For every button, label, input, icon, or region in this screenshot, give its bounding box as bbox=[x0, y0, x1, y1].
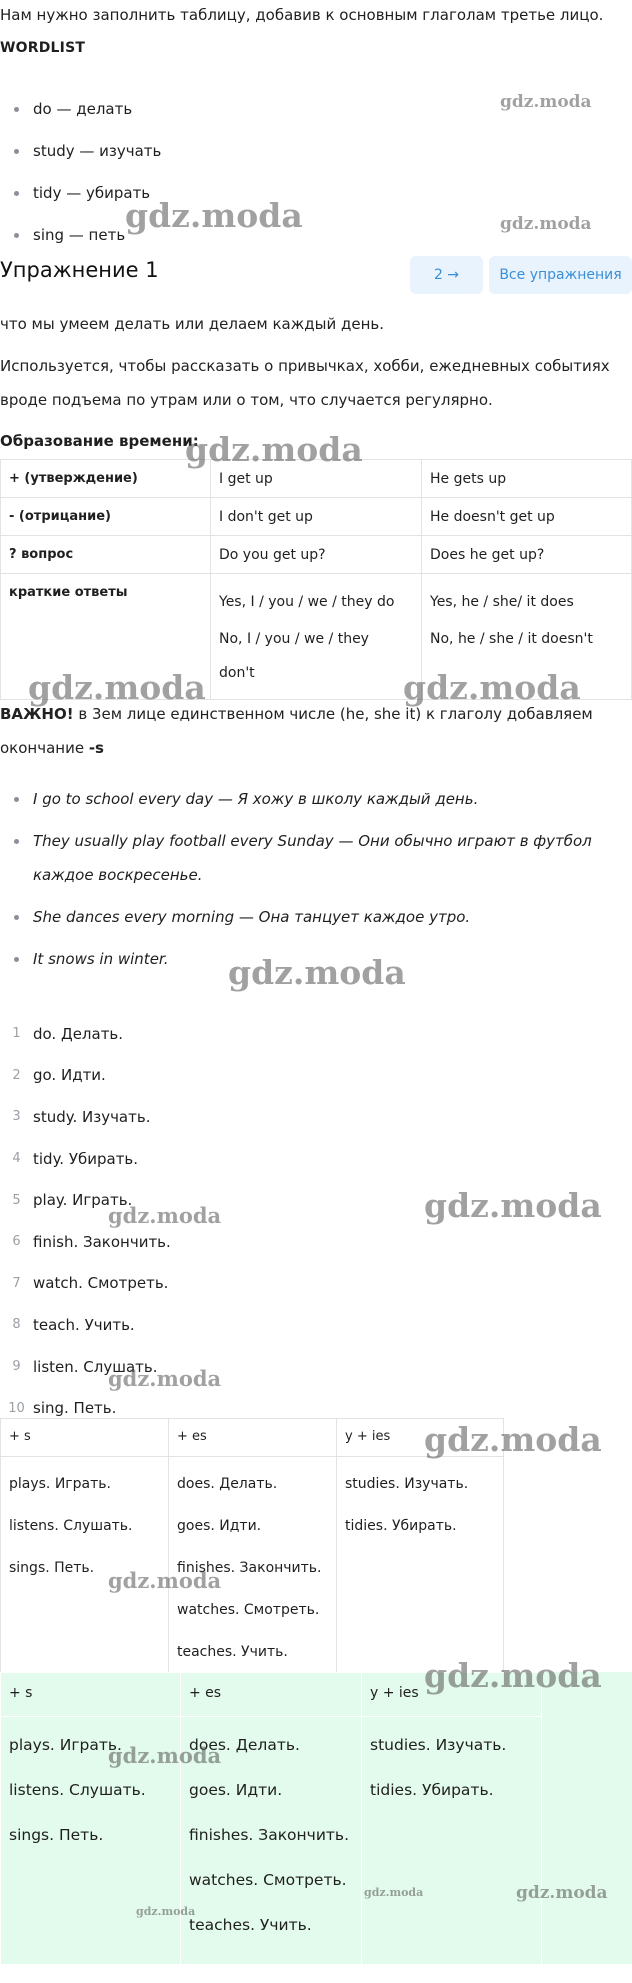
list-item: tidy — убирать bbox=[0, 172, 161, 214]
list-item: 9 listen. Слушать. bbox=[12, 1357, 158, 1376]
list-item: 3 study. Изучать. bbox=[12, 1107, 151, 1126]
watermark: gdz.moda bbox=[516, 1883, 608, 1903]
all-exercises-button[interactable]: Все упражнения bbox=[489, 256, 632, 294]
list-item: It snows in winter. bbox=[0, 942, 592, 984]
watermark: gdz.moda bbox=[136, 1905, 196, 1918]
explanation-line: что мы умеем делать или делаем каждый день. bbox=[0, 315, 384, 333]
bullet-icon bbox=[14, 839, 19, 844]
table-row: ? вопрос Do you get up? Does he get up? bbox=[1, 536, 632, 574]
formation-table bbox=[0, 459, 632, 700]
exercise-title: Упражнение 1 bbox=[0, 258, 159, 282]
list-item: 7 watch. Смотреть. bbox=[12, 1274, 169, 1293]
answer-table bbox=[0, 1672, 542, 1965]
watermark: gdz.moda bbox=[403, 668, 581, 707]
table-row: plays. Играть. listens. Слушать. sings. Петь. does. Делать. goes. Идти. finishes. Закончить. watches. Смотреть. teaches. Учить. studies. Изучать. tidies. Убирать. bbox=[1, 1457, 504, 1674]
watermark: gdz.moda bbox=[125, 196, 303, 235]
watermark: gdz.moda bbox=[108, 1366, 222, 1391]
table-row: + s + es y + ies bbox=[1, 1673, 542, 1717]
list-item: She dances every morning — Она танцует каждое утро. bbox=[0, 900, 592, 942]
table-row: - (отрицание) I don't get up He doesn't get up bbox=[1, 498, 632, 536]
explanation-line: вроде подъема по утрам или о том, что случается регулярно. bbox=[0, 391, 493, 409]
explanation-line: Используется, чтобы рассказать о привычках, хобби, ежедневных событиях bbox=[0, 357, 610, 375]
watermark: gdz.moda bbox=[424, 1656, 602, 1695]
watermark: gdz.moda bbox=[424, 1186, 602, 1225]
bullet-icon bbox=[14, 191, 19, 196]
list-item: 1 do. Делать. bbox=[12, 1024, 124, 1043]
bullet-icon bbox=[14, 107, 19, 112]
table-row: + (утверждение) I get up He gets up bbox=[1, 460, 632, 498]
list-item: do — делать bbox=[0, 88, 161, 130]
list-item: 4 tidy. Убирать. bbox=[12, 1149, 139, 1168]
bullet-icon bbox=[14, 915, 19, 920]
watermark: gdz.moda bbox=[108, 1568, 222, 1593]
bullet-icon bbox=[14, 797, 19, 802]
list-item: 8 teach. Учить. bbox=[12, 1315, 135, 1334]
list-item: 5 play. Играть. bbox=[12, 1191, 133, 1210]
watermark: gdz.moda bbox=[364, 1886, 424, 1899]
important-note-line2: окончание -s bbox=[0, 739, 104, 757]
formation-title: Образование времени: bbox=[0, 432, 199, 450]
bullet-icon bbox=[14, 957, 19, 962]
bullet-icon bbox=[14, 233, 19, 238]
list-item: They usually play football every Sunday — Они обычно играют в футбол каждое воскресенье. bbox=[0, 824, 592, 900]
watermark: gdz.moda bbox=[108, 1743, 222, 1768]
watermark: gdz.moda bbox=[108, 1203, 222, 1228]
intro-text: Нам нужно заполнить таблицу, добавив к основным глаголам третье лицо. bbox=[0, 6, 604, 24]
wordlist-title: WORDLIST bbox=[0, 40, 86, 56]
watermark: gdz.moda bbox=[228, 953, 406, 992]
table-row: + s + es y + ies bbox=[1, 1419, 504, 1457]
watermark: gdz.moda bbox=[500, 92, 592, 112]
important-note: ВАЖНО! в 3ем лице единственном числе (he, she it) к глаголу добавляем bbox=[0, 705, 593, 723]
table-row: plays. Играть. listens. Слушать. sings. Петь. does. Делать. goes. Идти. finishes. Закончить. watches. Смотреть. teaches. Учить. studies. Изучать. tidies. Убирать. bbox=[1, 1717, 542, 1965]
list-item: 2 go. Идти. bbox=[12, 1066, 106, 1085]
list-item: 10 sing. Петь. bbox=[8, 1399, 117, 1418]
list-item: I go to school every day — Я хожу в школу каждый день. bbox=[0, 782, 592, 824]
watermark: gdz.moda bbox=[185, 430, 363, 469]
watermark: gdz.moda bbox=[28, 668, 206, 707]
list-item: study — изучать bbox=[0, 130, 161, 172]
table-row: краткие ответы Yes, I / you / we / they do No, I / you / we / they don't Yes, he / she/ it does No, he / she / it doesn't bbox=[1, 574, 632, 700]
next-exercise-button[interactable]: 2 → bbox=[410, 256, 483, 294]
list-item: sing — петь bbox=[0, 214, 161, 256]
watermark: gdz.moda bbox=[424, 1420, 602, 1459]
bullet-icon bbox=[14, 149, 19, 154]
watermark: gdz.moda bbox=[500, 214, 592, 234]
list-item: 6 finish. Закончить. bbox=[12, 1232, 171, 1251]
